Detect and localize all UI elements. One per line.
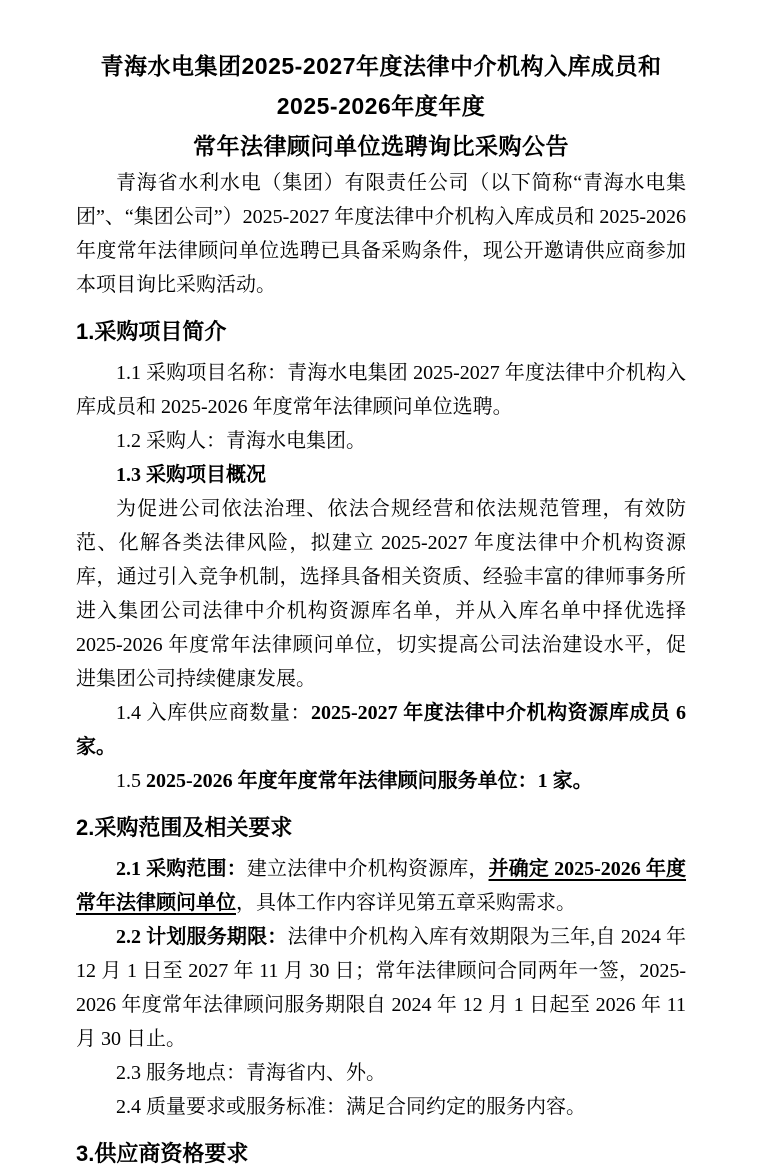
item-2-4: 2.4 质量要求或服务标准：满足合同约定的服务内容。: [116, 1096, 586, 1118]
item-2-1: [76, 852, 686, 920]
item-1-4-label: 1.4 入库供应商数量：: [116, 702, 311, 724]
item-1-3-heading: 1.3 采购项目概况: [116, 464, 266, 486]
section-2-heading: 2.采购范围及相关要求: [76, 815, 293, 840]
item-1-5-value: 2025-2026 年度年度常年法律顾问服务单位：1 家。: [146, 770, 593, 792]
document-title-line-2: 常年法律顾问单位选聘询比采购公告: [193, 133, 569, 159]
item-2-1-label: 2.1 采购范围：: [116, 858, 247, 880]
item-2-2-text: 法律中介机构入库有效期限为三年,自 2024 年 12 月 1 日至 2027 年 11 月 30 日；常年法律顾问合同两年一签，2025-2026 年度常年法律顾问服务期限自 2024 年 12 月 1 日起至 2026 年 11 月 30 日止。: [76, 926, 687, 1050]
item-1-4-value: 2025-2027 年度法律中介机构资源库成员 6 家。: [76, 702, 686, 758]
item-2-1-text2: ，具体工作内容详见第五章采购需求。: [236, 892, 576, 914]
document-title: [76, 46, 686, 166]
document-title-line-1: 青海水电集团2025-2027年度法律中介机构入库成员和2025-2026年度年度: [100, 53, 662, 119]
section-1-heading: 1.采购项目简介: [76, 319, 227, 344]
item-1-1: 1.1 采购项目名称：青海水电集团 2025-2027 年度法律中介机构入库成员和 2025-2026 年度常年法律顾问单位选聘。: [76, 362, 686, 418]
item-2-2: [76, 920, 686, 1056]
item-2-3: 2.3 服务地点：青海省内、外。: [116, 1062, 386, 1084]
item-1-3-body: 为促进公司依法治理、依法合规经营和依法规范管理，有效防范、化解各类法律风险，拟建立 2025-2027 年度法律中介机构资源库，通过引入竞争机制，选择具备相关资质、经验丰富的律师事务所进入集团公司法律中介机构资源库名单，并从入库名单中择优选择 2025-2026 年度常年法律顾问单位，切实提高公司法治建设水平，促进集团公司持续健康发展。: [76, 498, 686, 690]
item-2-2-label: 2.2 计划服务期限：: [116, 926, 288, 948]
item-1-5-label: 1.5: [116, 770, 146, 792]
intro-paragraph: 青海省水利水电（集团）有限责任公司（以下简称“青海水电集团”、“集团公司”）2025-2027 年度法律中介机构入库成员和 2025-2026 年度常年法律顾问单位选聘已具备采购条件，现公开邀请供应商参加本项目询比采购活动。: [76, 172, 686, 296]
item-1-2: 1.2 采购人：青海水电集团。: [116, 430, 366, 452]
item-2-1-text1: 建立法律中介机构资源库，: [246, 858, 489, 880]
item-2-1-underlined-run: 并确定 2025-2026 年度常年法律顾问单位: [76, 858, 687, 914]
item-1-5: [76, 764, 686, 798]
section-3-heading: 3.供应商资格要求: [76, 1141, 249, 1166]
item-1-4: [76, 696, 686, 764]
